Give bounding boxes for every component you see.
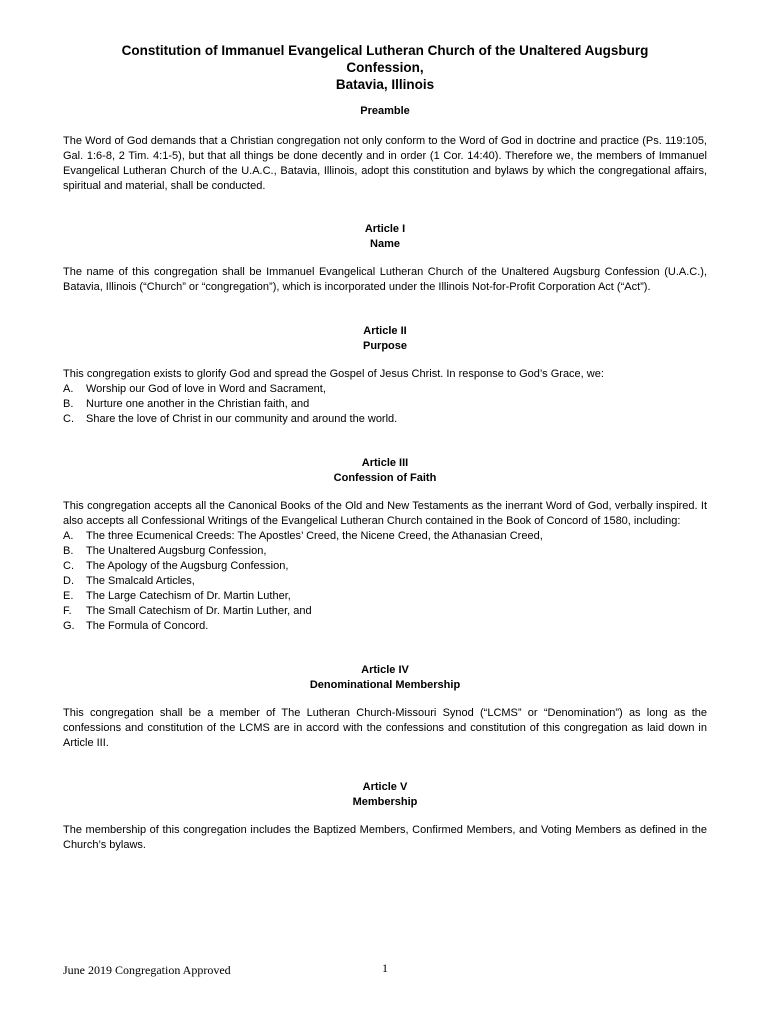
list-item [63, 529, 707, 544]
preamble-heading: Preamble [360, 105, 410, 117]
list-item-text: The three Ecumenical Creeds: The Apostles’ Creed, the Nicene Creed, the Athanasian Creed, [86, 530, 543, 542]
article-number: Article IV [361, 664, 409, 676]
article-text: This congregation exists to glorify God and spread the Gospel of Jesus Christ. In response to God’s Grace, we: [63, 368, 604, 380]
article-4-section [63, 663, 707, 751]
preamble-text: The Word of God demands that a Christian congregation not only conform to the Word of God in doctrine and practice (Ps. 119:105, Gal. 1:6-8, 2 Tim. 4:1-5), but that all things be done decently and in order (1 Cor. 14:40). Therefore we, the members of Immanuel Evangelical Lutheran Church of the U.A.C., Batavia, Illinois, adopt this constitution and bylaws by which the congregational affairs, spiritual and material, shall be conducted. [63, 135, 707, 192]
article-number: Article I [364, 223, 406, 235]
list-item [63, 574, 707, 589]
list-item-text: The Formula of Concord. [86, 620, 209, 632]
list-item-text: Nurture one another in the Christian faith, and [86, 398, 310, 410]
list-item-text: Worship our God of love in Word and Sacrament, [86, 383, 326, 395]
list-item [63, 397, 707, 412]
list-item-text: The Smalcald Articles, [86, 575, 195, 587]
list-marker: F. [63, 605, 72, 617]
list-marker: A. [63, 530, 74, 542]
article-text: This congregation shall be a member of The Lutheran Church-Missouri Synod (“LCMS” or “Denomination”) as long as the confessions and constitution of the LCMS are in accord with the confessions and constitution of this congregation as laid down in Article III. [63, 707, 707, 749]
list-item [63, 382, 707, 397]
list-item-text: The Large Catechism of Dr. Martin Luther, [86, 590, 291, 602]
title-line-2: Confession, [346, 60, 424, 75]
list-marker: G. [63, 620, 75, 632]
article-text: The membership of this congregation includes the Baptized Members, Confirmed Members, and Voting Members as defined in the Church’s bylaws. [63, 824, 707, 851]
confession-list [63, 529, 707, 634]
article-text: The name of this congregation shall be Immanuel Evangelical Lutheran Church of the Unaltered Augsburg Confession (U.A.C.), Batavia, Illinois (“Church” or “congregation”), which is incorporated under the Illinois Not-for-Profit Corporation Act (“Act”). [63, 266, 707, 293]
list-marker: C. [63, 560, 74, 572]
list-marker: E. [63, 590, 74, 602]
article-name: Membership [352, 796, 418, 808]
list-item [63, 619, 707, 634]
list-marker: C. [63, 413, 74, 425]
article-number: Article II [363, 325, 407, 337]
footer-approval-note: June 2019 Congregation Approved [63, 963, 231, 977]
list-marker: B. [63, 545, 74, 557]
list-item [63, 559, 707, 574]
list-item [63, 544, 707, 559]
article-3-section [63, 456, 707, 634]
article-number: Article III [361, 457, 409, 469]
list-item-text: The Apology of the Augsburg Confession, [86, 560, 289, 572]
list-item [63, 604, 707, 619]
document-title [63, 42, 707, 93]
list-item-text: Share the love of Christ in our community and around the world. [86, 413, 398, 425]
document-page [63, 42, 707, 853]
article-name: Name [370, 238, 400, 250]
list-item [63, 589, 707, 604]
page-number: 1 [382, 961, 388, 975]
article-2-section [63, 324, 707, 427]
article-name: Confession of Faith [333, 472, 437, 484]
title-line-1: Constitution of Immanuel Evangelical Lutheran Church of the Unaltered Augsburg [121, 43, 649, 58]
title-line-3: Batavia, Illinois [335, 77, 435, 92]
list-item-text: The Small Catechism of Dr. Martin Luther, and [86, 605, 312, 617]
article-name: Denominational Membership [309, 679, 461, 691]
purpose-list [63, 382, 707, 427]
article-5-section [63, 780, 707, 853]
article-1-section [63, 222, 707, 295]
list-item [63, 412, 707, 427]
list-marker: B. [63, 398, 74, 410]
article-name: Purpose [362, 340, 407, 352]
list-item-text: The Unaltered Augsburg Confession, [86, 545, 267, 557]
article-text: This congregation accepts all the Canonical Books of the Old and New Testaments as the inerrant Word of God, verbally inspired. It also accepts all Confessional Writings of the Evangelical Lutheran Church contained in the Book of Concord of 1580, including: [63, 500, 707, 527]
article-number: Article V [362, 781, 408, 793]
preamble-section [63, 104, 707, 194]
list-marker: D. [63, 575, 74, 587]
list-marker: A. [63, 383, 74, 395]
